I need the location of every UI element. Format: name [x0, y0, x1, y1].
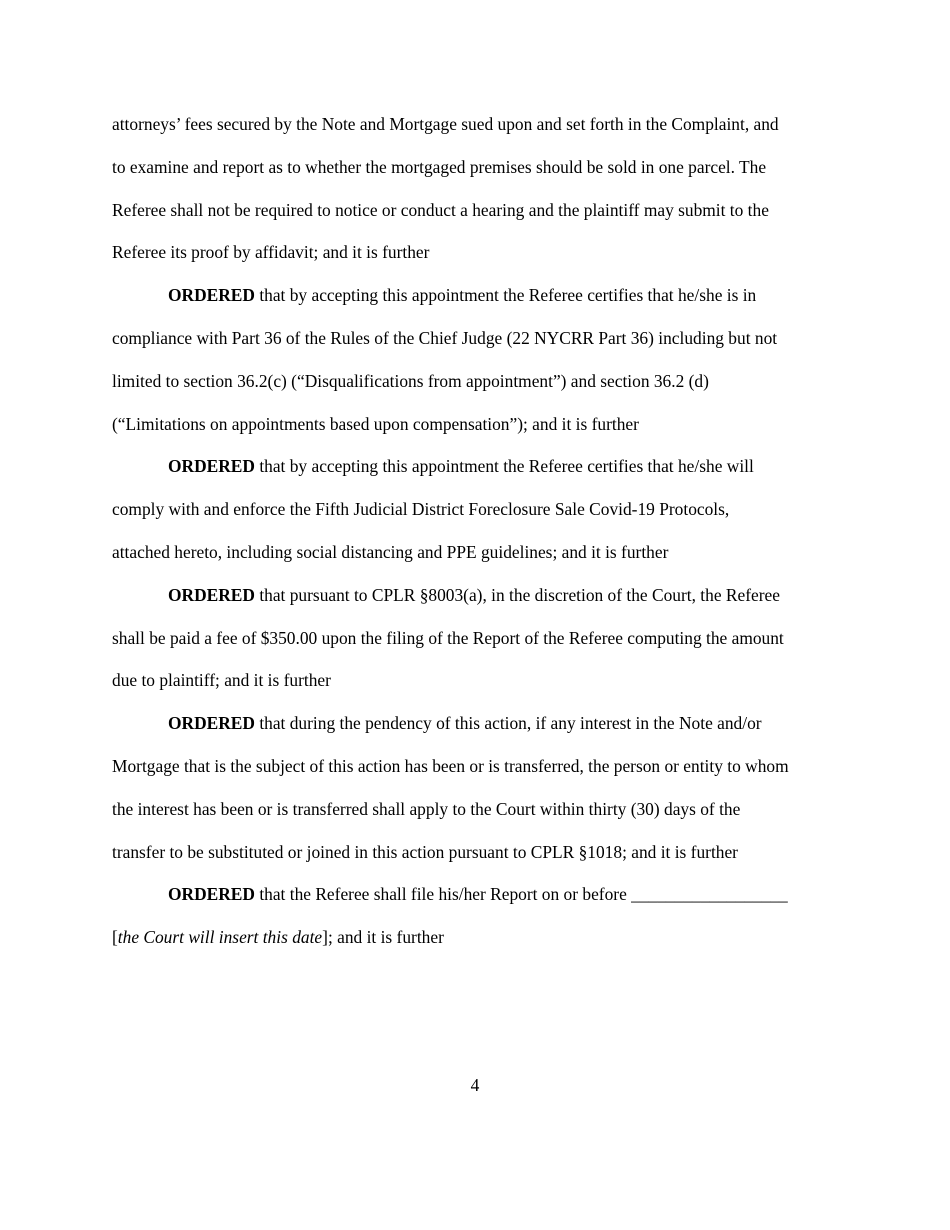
- paragraph-5-line-1-text: that during the pendency of this action, if any interest in the Note and/or: [254, 713, 762, 734]
- paragraph-2-line-1-text: that by accepting this appointment the Referee certifies that he/she is in: [254, 285, 757, 306]
- paragraph-5-line-2: Mortgage that is the subject of this action has been or is transferred, the person or entity to whom: [112, 755, 789, 776]
- paragraph-2-line-4: (“Limitations on appointments based upon compensation”); and it is further: [112, 413, 639, 434]
- paragraph-6-line-1: [112, 873, 842, 916]
- paragraph-4-line-2: shall be paid a fee of $350.00 upon the filing of the Report of the Referee computing the amount: [112, 627, 784, 648]
- ordered-keyword: ORDERED: [168, 456, 255, 477]
- page-number: 4: [470, 1075, 480, 1095]
- paragraph-6-line-2: [112, 916, 842, 959]
- paragraph-1-line-1: attorneys’ fees secured by the Note and Mortgage sued upon and set forth in the Complaint, and: [112, 114, 779, 134]
- paragraph-4-line-1-text: that pursuant to CPLR §8003(a), in the discretion of the Court, the Referee: [254, 584, 780, 605]
- paragraph-6-line-2-text: ]; and it is further: [322, 927, 444, 948]
- paragraph-2-line-2: compliance with Part 36 of the Rules of the Chief Judge (22 NYCRR Part 36) including but not: [112, 327, 778, 348]
- ordered-keyword: ORDERED: [168, 584, 255, 605]
- paragraph-4-line-3: due to plaintiff; and it is further: [112, 670, 331, 691]
- paragraph-1-line-2: to examine and report as to whether the mortgaged premises should be sold in one parcel. The: [112, 156, 767, 177]
- paragraph-6-line-1-text: that the Referee shall file his/her Report on or before __________________: [254, 884, 788, 905]
- open-bracket: [: [112, 927, 118, 948]
- date-placeholder-note: the Court will insert this date: [117, 927, 323, 948]
- paragraph-5-line-3: the interest has been or is transferred shall apply to the Court within thirty (30) days of the: [112, 798, 741, 819]
- ordered-keyword: ORDERED: [168, 285, 255, 306]
- paragraph-1-line-4: Referee its proof by affidavit; and it is further: [112, 242, 430, 263]
- paragraph-5-line-1: [112, 702, 842, 745]
- paragraph-5-line-4: transfer to be substituted or joined in this action pursuant to CPLR §1018; and it is further: [112, 841, 738, 862]
- paragraph-3-line-3: attached hereto, including social distancing and PPE guidelines; and it is further: [112, 541, 669, 562]
- body-text: [112, 103, 842, 959]
- paragraph-2-line-1: [112, 274, 842, 317]
- paragraph-4-line-1: [112, 574, 842, 617]
- ordered-keyword: ORDERED: [168, 884, 255, 905]
- paragraph-2-line-3: limited to section 36.2(c) (“Disqualifications from appointment”) and section 36.2 (d): [112, 370, 709, 391]
- paragraph-3-line-1-text: that by accepting this appointment the Referee certifies that he/she will: [254, 456, 754, 477]
- paragraph-1-line-3: Referee shall not be required to notice or conduct a hearing and the plaintiff may submit to the: [112, 199, 769, 220]
- paragraph-3-line-2: comply with and enforce the Fifth Judicial District Foreclosure Sale Covid-19 Protocols,: [112, 499, 730, 520]
- ordered-keyword: ORDERED: [168, 713, 255, 734]
- paragraph-3-line-1: [112, 445, 842, 488]
